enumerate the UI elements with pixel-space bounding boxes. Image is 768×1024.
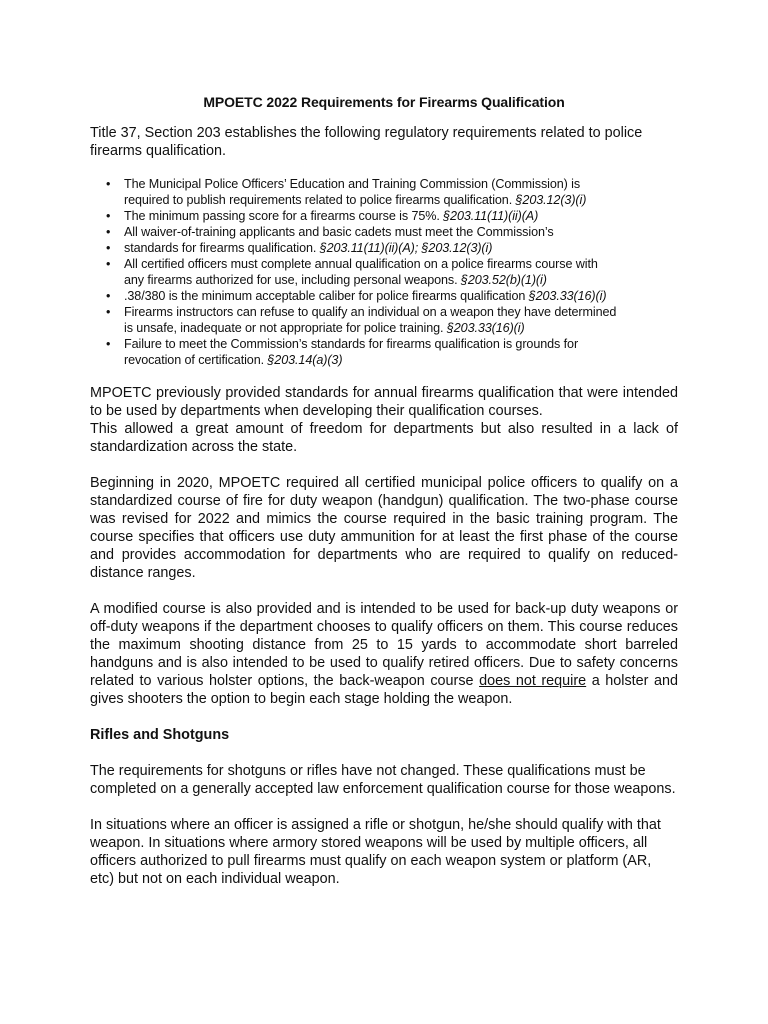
requirement-item — [106, 240, 678, 256]
paragraph-2020-course: Beginning in 2020, MPOETC required all certified municipal police officers to qualify on a standardized course of fire for duty weapon (handgun) qualification. The two-phase course was revised for 2022 and mimics the course required in the basic training program. The course specifies that officers use duty ammunition for at least the first phase of the course and provides accommodation for departments who are required to qualify on reduced-distance ranges. — [90, 475, 678, 581]
bullet-icon: • — [106, 177, 111, 191]
requirement-text: The minimum passing score for a firearms course is 75%. — [124, 209, 444, 223]
requirement-item — [106, 336, 678, 368]
requirement-text: Firearms instructors can refuse to qualify an individual on a weapon they have determined — [124, 305, 617, 319]
bullet-icon: • — [106, 225, 111, 239]
requirement-text: The Municipal Police Officers’ Education and Training Commission (Commission) is — [124, 177, 581, 191]
paragraph-assigned-weapons: In situations where an officer is assigned a rifle or shotgun, he/she should qualify with that weapon. In situations where armory stored weapons will be used by multiple officers, all officers authorized to pull firearms must qualify on each weapon system or platform (AR, etc) but not on each individual weapon. — [90, 817, 661, 887]
requirements-list — [90, 176, 678, 368]
requirement-text: Failure to meet the Commission’s standards for firearms qualification is grounds for — [124, 337, 579, 351]
requirement-text: .38/380 is the minimum acceptable caliber for police firearms qualification — [124, 289, 529, 303]
paragraph-previous-line2: This allowed a great amount of freedom for departments but also resulted in a lack of standardization across the state. — [90, 421, 678, 455]
paragraph-previous-standards — [90, 384, 678, 456]
bullet-icon: • — [106, 337, 111, 351]
rifles-shotguns-heading: Rifles and Shotguns — [90, 727, 230, 743]
paragraph-rifles: The requirements for shotguns or rifles have not changed. These qualifications must be completed on a generally accepted law enforcement qualification course for those weapons. — [90, 763, 676, 797]
modified-text-after: a holster and gives shooters the option to begin each stage holding the weapon. — [90, 673, 678, 707]
regulation-citation: §203.33(16)(i) — [528, 289, 607, 303]
requirement-item — [106, 224, 678, 240]
requirement-text: is unsafe, inadequate or not appropriate for police training. — [124, 321, 447, 335]
requirement-item — [106, 288, 678, 304]
intro-paragraph: Title 37, Section 203 establishes the following regulatory requirements related to police firearms qualification. — [90, 125, 643, 159]
bullet-icon: • — [106, 305, 111, 319]
requirement-text: any firearms authorized for use, including personal weapons. — [124, 273, 461, 287]
requirement-text: All certified officers must complete annual qualification on a police firearms course with — [124, 257, 598, 271]
regulation-citation: §203.12(3)(i) — [515, 193, 587, 207]
bullet-icon: • — [106, 241, 111, 255]
requirement-item — [106, 176, 678, 208]
regulation-citation: §203.52(b)(1)(i) — [460, 273, 547, 287]
paragraph-previous-line1: MPOETC previously provided standards for annual firearms qualification that were intended to be used by departments when developing their qualification courses. — [90, 385, 678, 419]
requirement-text: required to publish requirements related to police firearms qualification. — [124, 193, 516, 207]
requirement-text: standards for firearms qualification. — [124, 241, 320, 255]
regulation-citation: §203.14(a)(3) — [267, 353, 343, 367]
bullet-icon: • — [106, 289, 111, 303]
document-title: MPOETC 2022 Requirements for Firearms Qualification — [203, 94, 565, 110]
underlined-phrase: does not require — [479, 673, 587, 689]
paragraph-modified-course — [90, 600, 678, 708]
requirement-item — [106, 208, 678, 224]
document-page — [90, 94, 678, 888]
requirement-text: revocation of certification. — [124, 353, 268, 367]
regulation-citation: §203.11(11)(ii)(A) — [443, 209, 539, 223]
bullet-icon: • — [106, 257, 111, 271]
requirement-item — [106, 304, 678, 336]
regulation-citation: §203.33(16)(i) — [446, 321, 525, 335]
bullet-icon: • — [106, 209, 111, 223]
modified-text-before: A modified course is also provided and is intended to be used for back-up duty weapons or off-duty weapons if the department chooses to qualify officers on them. This course reduces the maximum shooting distance from 25 to 15 yards to accommodate short barreled handguns and is also intended to be used to qualify retired officers. Due to safety concerns related to various holster options, the back-weapon course — [90, 601, 678, 689]
requirement-item — [106, 256, 678, 288]
regulation-citation: §203.11(11)(ii)(A); §203.12(3)(i) — [319, 241, 493, 255]
requirement-text: All waiver-of-training applicants and basic cadets must meet the Commission’s — [124, 225, 554, 239]
